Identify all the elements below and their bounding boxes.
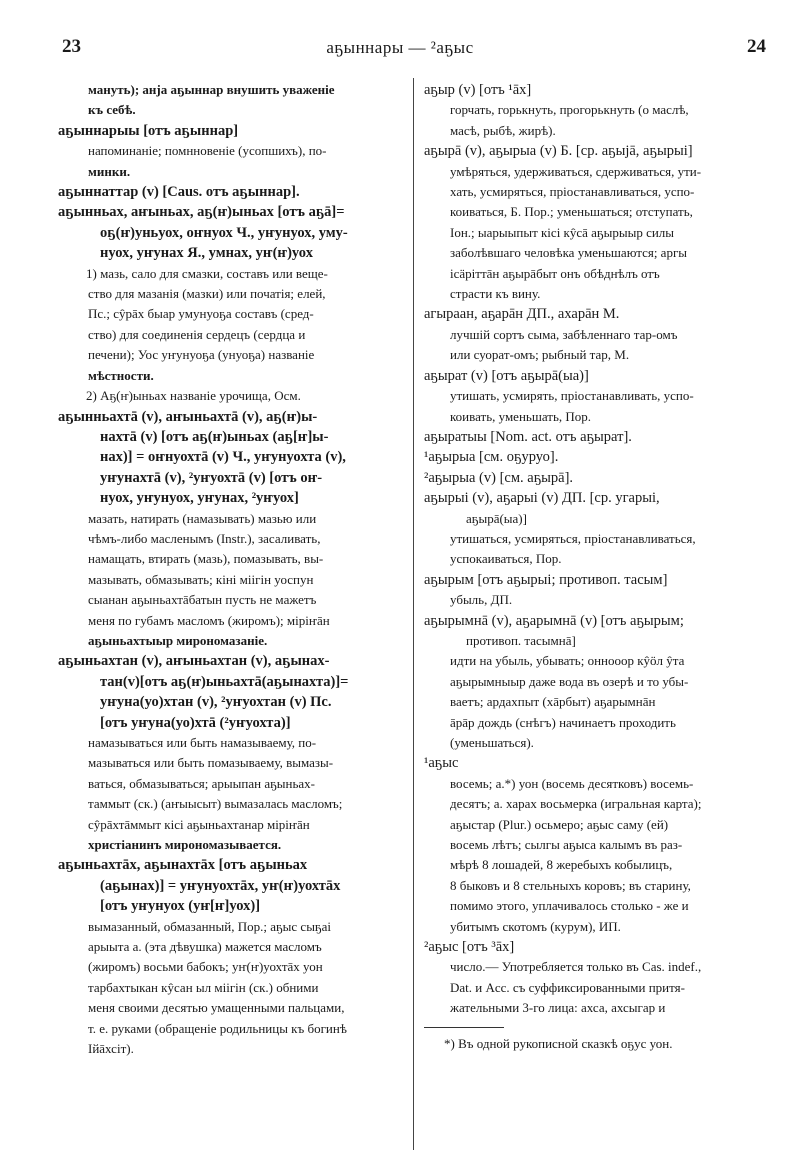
definition-line: Пс.; сŷрāх быар умунуоҕа составъ (сред- — [88, 306, 314, 322]
footnote: *) Въ одной рукописной сказкѣ оҕус уон. — [444, 1035, 673, 1051]
definition-line: (жиромъ) восьми бабокъ; уҥ(ҥ)уохтāх уон — [88, 959, 323, 975]
definition-line: ісäріттāн аҕырāбыт онъ обѣднѣлъ отъ — [450, 265, 660, 281]
definition-line: мѣрѣ 8 лошадей, 8 жеребыхъ кобылицъ, — [450, 857, 673, 873]
definition-line: мѣстности. — [88, 367, 154, 383]
headword: агыраан, аҕарāн ДП., ахарāн М. — [424, 306, 620, 323]
definition-line: минки. — [88, 163, 131, 179]
headword: аҕыннаттар (v) [Caus. отъ аҕыннар]. — [58, 184, 300, 201]
headword-cont: аҕырā(ыа)] — [466, 510, 527, 526]
headword-cont: оҕ(ҥ)уньуох, оҥнуох Ч., уҥунуох, уму- — [100, 224, 348, 241]
definition-line: страсти къ вину. — [450, 286, 541, 302]
definition-line: 2) Аҕ(ҥ)ыньах названіе урочища, Осм. — [86, 388, 301, 404]
definition-line: арыыта а. (эта дѣвушка) мажется масломъ — [88, 939, 322, 955]
definition-line: масѣ, рыбѣ, жирѣ). — [450, 122, 556, 138]
definition-line: убитымъ скотомъ (курум), ИП. — [450, 918, 621, 934]
text-line: мануть); анја аҕыннар внушить уваженіе — [88, 82, 335, 97]
definition-line: Іон.; ыарыыпыт кісі кŷсā аҕырыыр силы — [450, 224, 675, 240]
definition-line: чѣмъ-либо масленымъ (Instr.), засаливать, — [88, 530, 321, 546]
headword: аҕыннарыы [отъ аҕыннар] — [58, 122, 239, 139]
headword: ¹аҕыс — [424, 755, 459, 772]
definition-line: заболѣвшаго человѣка уменьшаются; аргы — [450, 245, 688, 261]
definition-line: умѣряться, удерживаться, сдерживаться, ути- — [450, 163, 702, 179]
headword-cont: противоп. тасымнā] — [466, 632, 576, 648]
definition-line: тарбахтыкан кŷсан ыл міігін (ск.) обними — [88, 979, 319, 995]
headword: аҕырым [отъ аҕырыі; противоп. тасым] — [424, 571, 668, 588]
definition-line: 1) мазь, сало для смазки, составъ или веще- — [86, 265, 328, 281]
definition-line: христіанинъ мирономазывается. — [88, 837, 282, 853]
text-line: къ себѣ. — [88, 102, 136, 118]
headword: аҕыр (v) [отъ ¹āх] — [424, 82, 532, 98]
headword-cont: нахтā (v) [отъ аҕ(ҥ)ыньах (аҕ[ҥ]ы- — [100, 428, 329, 445]
definition-line: мазывать, обмазывать; кіні міігін уоспун — [88, 571, 314, 587]
definition-line: аҕырымныыр даже вода въ озерѣ и то убы- — [450, 673, 689, 689]
definition-line: печени); Уос уҥунуоҕа (унуоҕа) названіе — [88, 347, 315, 363]
headword: аҕырā (v), аҕырыа (v) Б. [ср. аҕыјā, аҕырыі] — [424, 143, 693, 160]
definition-line: аҕыньахтыыр мирономазаніе. — [88, 632, 268, 648]
definition-line: утишаться, усмиряться, пріостанавливаться, — [450, 530, 696, 546]
definition-line: жательными 3-го лица: ахса, ахсыгар и — [450, 1000, 666, 1016]
headword-cont: уҥуна(уо)хтан (v), ²уҥуохтан (v) Пс. — [100, 694, 332, 711]
headword: аҕыньахтāх, аҕынахтāх [отъ аҕыньах — [58, 857, 308, 874]
definition-line: сыанан аҕыньахтāбатын пусть не мажетъ — [88, 592, 317, 608]
headword-cont: нуох, уҥунах Я., умнах, уҥ(ҥ)уох — [100, 245, 313, 262]
definition-line: лучшій сортъ сыма, забѣленнаго тар-омъ — [450, 326, 678, 342]
definition-line: меня по губамъ масломъ (жиромъ); міріҥāн — [88, 612, 330, 628]
headword-cont: нуох, уҥунуох, уҥунах, ²уҥуох] — [100, 490, 299, 507]
headword: аҕыратыы [Nom. act. отъ аҕырат]. — [424, 428, 632, 445]
definition-line: Ійāхсіт). — [88, 1041, 134, 1057]
right-column — [424, 80, 764, 1054]
definition-line: число.— Употребляется только въ Cas. indef., — [450, 959, 702, 975]
headword: аҕынньахтā (v), аҥыньахтā (v), аҕ(ҥ)ы- — [58, 408, 318, 425]
definition-line: āрāр дождь (снѣгъ) начинаетъ проходить — [450, 714, 676, 730]
headword-cont: [отъ уҥуна(уо)хтā (²уҥуохта)] — [100, 714, 291, 731]
definition-line: коивать, уменьшать, Пор. — [450, 408, 592, 424]
definition-line: мазываться или быть помазываему, вымазы- — [88, 755, 334, 771]
column-divider — [413, 78, 414, 1150]
headword: ²аҕыс [отъ ³āх] — [424, 939, 515, 956]
definition-line: аҕыстар (Plur.) осьмеро; аҕыс саму (ей) — [450, 816, 669, 832]
page-number-left: 23 — [62, 36, 81, 57]
definition-line: ство для мазанія (мазки) или початія; елей, — [88, 286, 326, 302]
definition-line: ваться, обмазываться; арыыпан аҕыньах- — [88, 775, 316, 791]
definition-line: помимо этого, уплачивалось столько - же и — [450, 898, 689, 914]
definition-line: (уменьшаться). — [450, 735, 534, 750]
definition-line: утишать, усмирять, пріостанавливать, успо- — [450, 388, 694, 404]
headword: аҕынньах, аҥыньах, аҕ(ҥ)ыньах [отъ аҕā]= — [58, 204, 345, 221]
definition-line: вымазанный, обмазанный, Пор.; аҕыс сыҕаі — [88, 918, 332, 934]
headword-cont: тан(v)[отъ аҕ(ҥ)ыньахтā(аҕынахта)]= — [100, 673, 349, 690]
definition-line: или суорат-омъ; рыбный тар, М. — [450, 347, 630, 363]
definition-line: восемь; а.*) уон (восемь десятковъ) восемь- — [450, 775, 694, 791]
headword-cont: нах)] = оҥнуохтā (v) Ч., уҥунуохта (v), — [100, 449, 346, 466]
definition-line: десятъ; а. харах восьмерка (игральная карта); — [450, 796, 702, 812]
footnote-rule — [424, 1027, 504, 1028]
definition-line: напоминаніе; помнновеніе (усопшихъ), по- — [88, 143, 327, 159]
headword: аҕыньахтан (v), аҥыньахтан (v), аҕынах- — [58, 653, 330, 670]
definition-line: успокаиваться, Пор. — [450, 551, 562, 567]
definition-line: хать, усмиряться, пріостанавливаться, успо- — [450, 184, 695, 200]
headword: аҕырат (v) [отъ аҕырā(ыа)] — [424, 367, 589, 384]
definition-line: намащать, втирать (мазь), помазывать, вы- — [88, 551, 324, 567]
definition-line: сŷрāхтāммыт кісі аҕыньахтанар міріҥāн — [88, 816, 310, 832]
definition-line: намазываться или быть намазываему, по- — [88, 735, 317, 750]
headword: аҕырыі (v), аҕарыі (v) ДП. [ср. угарыі, — [424, 490, 660, 507]
headword: ²аҕырыа (v) [см. аҕырā]. — [424, 469, 574, 486]
definition-line: меня своими десятью умащенными пальцами, — [88, 1000, 345, 1016]
definition-line: ваетъ; ардахпыт (хāрбыт) аҕарымнāн — [450, 694, 656, 710]
definition-line: таммыт (ск.) (аҥыысыт) вымазалась масломъ; — [88, 796, 343, 812]
headword-cont: [отъ уҥунуох (уҥ[ҥ]уох)] — [100, 898, 261, 915]
definition-line: Dat. и Acc. съ суффиксированными притя- — [450, 979, 685, 995]
page-header — [0, 0, 800, 70]
headword: ¹аҕырыа [см. оҕуруо]. — [424, 449, 559, 466]
definition-line: горчать, горькнуть, прогорькнуть (о маслѣ, — [450, 102, 689, 118]
definition-line: коиваться, Б. Пор.; уменьшаться; отступать, — [450, 204, 693, 220]
headword-cont: (аҕынах)] = уҥунуохтāх, уҥ(ҥ)уохтāх — [100, 877, 341, 894]
definition-line: мазать, натирать (намазывать) мазью или — [88, 510, 317, 526]
definition-line: убыль, ДП. — [450, 592, 513, 608]
left-column — [58, 80, 410, 1060]
definition-line: 8 быковъ и 8 стельныхъ коровъ; въ старину, — [450, 877, 691, 893]
definition-line: восемь лѣтъ; сылгы аҕыса калымъ въ раз- — [450, 837, 683, 853]
headword: аҕырымнā (v), аҕарымнā (v) [отъ аҕырым; — [424, 612, 684, 629]
running-head: аҕыннары — ²аҕыс — [326, 38, 474, 57]
page-number-right: 24 — [747, 36, 766, 57]
definition-line: т. е. руками (обращеніе родильницы къ богинѣ — [88, 1020, 347, 1036]
definition-line: идти на убыль, убывать; оннооор кŷöл ŷта — [450, 653, 685, 669]
definition-line: ство) для соединенія сердецъ (сердца и — [88, 326, 306, 342]
headword-cont: уҥунахтā (v), ²уҥуохтā (v) [отъ оҥ- — [100, 469, 323, 486]
